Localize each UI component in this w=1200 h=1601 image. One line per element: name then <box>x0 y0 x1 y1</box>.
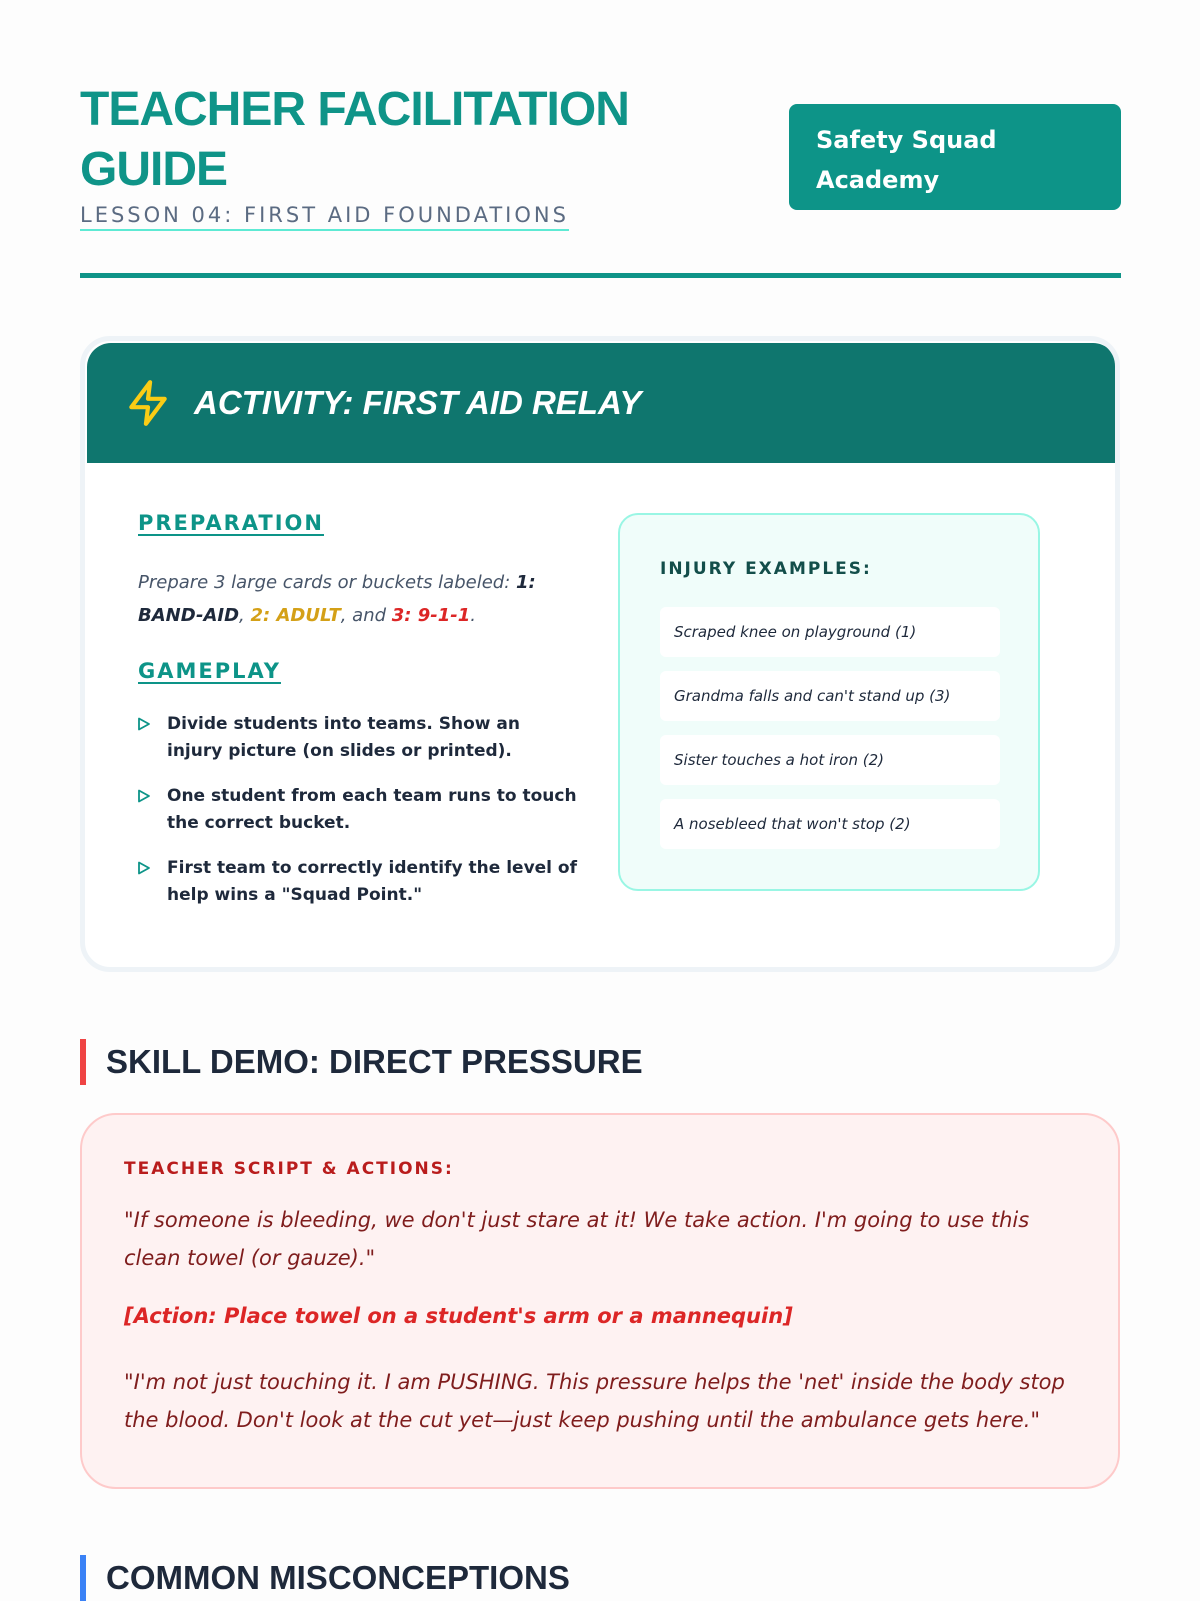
preparation-heading: PREPARATION <box>138 511 324 535</box>
script-heading: TEACHER SCRIPT & ACTIONS: <box>124 1159 454 1179</box>
gameplay-step <box>137 711 577 765</box>
lightning-bolt-icon <box>123 376 173 430</box>
activity-card <box>80 336 1120 972</box>
script-action: [Action: Place towel on a student's arm or a mannequin] <box>124 1304 793 1328</box>
guide-page <box>80 0 1120 1600</box>
separator: , <box>239 605 251 626</box>
gameplay-step-text: Divide students into teams. Show an injury picture (on slides or printed). <box>167 714 520 761</box>
injury-example: Grandma falls and can't stand up (3) <box>660 671 1000 721</box>
preparation-intro: Prepare 3 large cards or buckets labeled: <box>138 572 516 593</box>
gameplay-step-text: First team to correctly identify the level of help wins a "Squad Point." <box>167 858 578 905</box>
header-divider <box>80 273 1121 278</box>
activity-card-header <box>87 343 1117 463</box>
skill-demo-heading: SKILL DEMO: DIRECT PRESSURE <box>80 1039 643 1085</box>
injury-examples-panel <box>618 513 1040 891</box>
separator: , and <box>340 605 392 626</box>
gameplay-step <box>137 855 577 909</box>
gameplay-step-text: One student from each team runs to touch the correct bucket. <box>167 786 577 833</box>
academy-badge: Safety Squad Academy <box>789 104 1121 210</box>
gameplay-step <box>137 783 577 837</box>
bucket-2-label: 2: ADULT <box>250 605 341 626</box>
triangle-bullet-icon <box>137 789 151 803</box>
activity-title: ACTIVITY: FIRST AID RELAY <box>194 384 642 421</box>
injury-example: A nosebleed that won't stop (2) <box>660 799 1000 849</box>
triangle-bullet-icon <box>137 717 151 731</box>
teacher-script-panel <box>80 1113 1120 1489</box>
lesson-subtitle: LESSON 04: FIRST AID FOUNDATIONS <box>80 202 569 231</box>
injury-example: Sister touches a hot iron (2) <box>660 735 1000 785</box>
page-title: TEACHER FACILITATION GUIDE <box>80 83 629 196</box>
separator: . <box>470 605 477 626</box>
bucket-1-label: 1: BAND-AID <box>138 572 536 626</box>
injury-example: Scraped knee on playground (1) <box>660 607 1000 657</box>
misconceptions-heading: COMMON MISCONCEPTIONS <box>80 1555 570 1601</box>
gameplay-steps <box>137 711 577 909</box>
script-line: "I'm not just touching it. I am PUSHING. This pressure helps the 'net' inside the body stop the blood. Don't look at the cut yet—just keep pushing until the ambulance gets here." <box>124 1370 1065 1432</box>
triangle-bullet-icon <box>137 861 151 875</box>
script-line: "If someone is bleeding, we don't just stare at it! We take action. I'm going to use this clean towel (or gauze)." <box>124 1208 1030 1270</box>
preparation-text <box>138 566 558 632</box>
injury-examples-heading: INJURY EXAMPLES: <box>660 559 872 579</box>
bucket-3-label: 3: 9-1-1 <box>391 605 471 626</box>
gameplay-heading: GAMEPLAY <box>138 659 281 683</box>
